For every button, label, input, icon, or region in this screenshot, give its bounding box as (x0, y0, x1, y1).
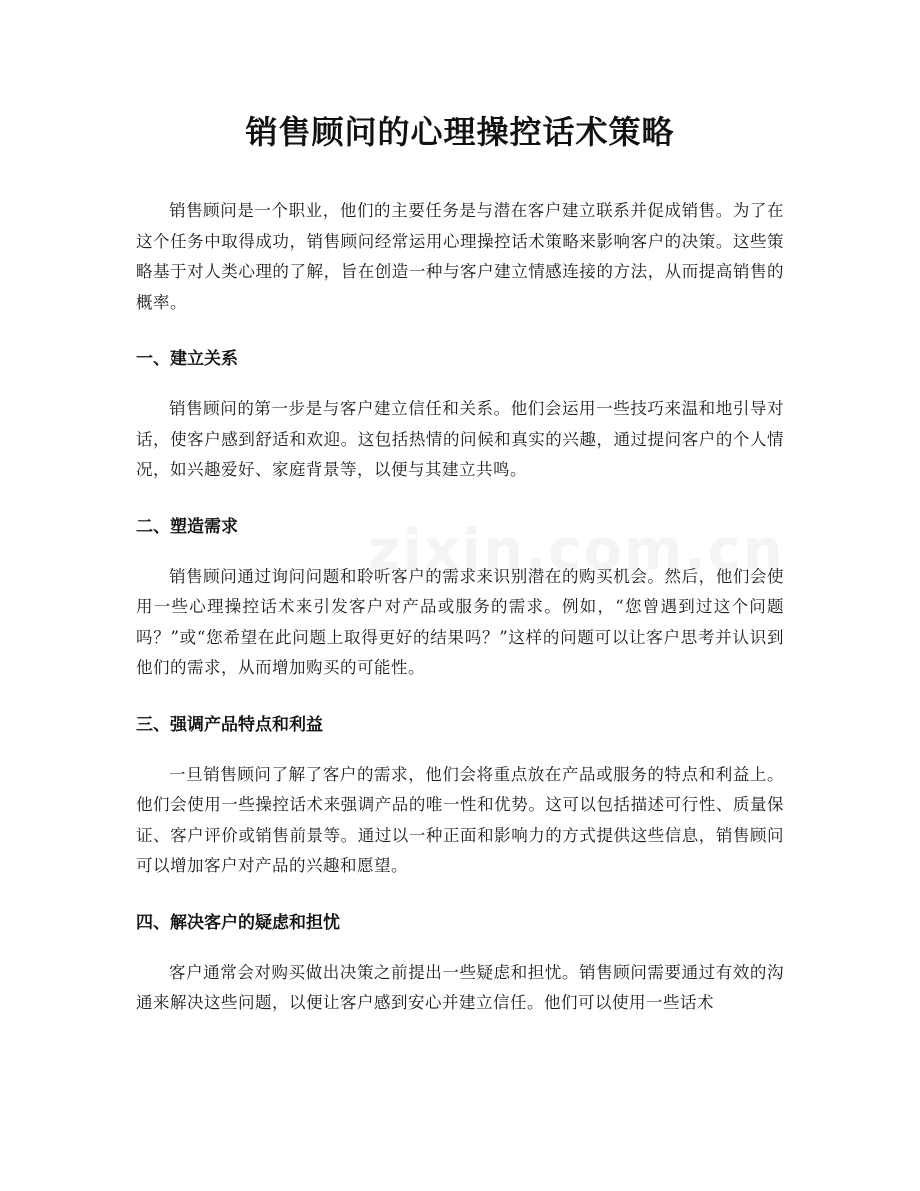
section-body-product-benefits: 一旦销售顾问了解了客户的需求，他们会将重点放在产品或服务的特点和利益上。他们会使用一些操控话术来强调产品的唯一性和优势。这可以包括描述可行性、质量保证、客户评价或销售前景等。通过以一种正面和影响力的方式提供这些信息，销售顾问可以增加客户对产品的兴趣和愿望。 (136, 764, 784, 875)
section-heading-shape-needs: 二、塑造需求 (136, 516, 238, 537)
section-body-build-relationship: 销售顾问的第一步是与客户建立信任和关系。他们会运用一些技巧来温和地引导对话，使客户感到舒适和欢迎。这包括热情的问候和真实的兴趣，通过提问客户的个人情况，如兴趣爱好、家庭背景等，以便与其建立共鸣。 (136, 399, 784, 479)
section-body-resolve-concerns: 客户通常会对购买做出决策之前提出一些疑虑和担忧。销售顾问需要通过有效的沟通来解决这些问题，以便让客户感到安心并建立信任。他们可以使用一些话术 (136, 962, 784, 1012)
section-body-shape-needs: 销售顾问通过询问问题和聆听客户的需求来识别潜在的购买机会。然后，他们会使用一些心理操控话术来引发客户对产品或服务的需求。例如，“您曾遇到过这个问题吗？”或“您希望在此问题上取得更好的结果吗？”这样的问题可以让客户思考并认识到他们的需求，从而增加购买的可能性。 (136, 566, 784, 677)
section-heading-resolve-concerns: 四、解决客户的疑虑和担忧 (136, 912, 340, 933)
section-heading-product-benefits: 三、强调产品特点和利益 (136, 714, 323, 735)
intro-paragraph: 销售顾问是一个职业，他们的主要任务是与潜在客户建立联系并促成销售。为了在这个任务中取得成功，销售顾问经常运用心理操控话术策略来影响客户的决策。这些策略基于对人类心理的了解，旨在创造一种与客户建立情感连接的方法，从而提高销售的概率。 (136, 201, 784, 312)
section-heading-build-relationship: 一、建立关系 (136, 349, 238, 369)
document-content (136, 108, 784, 1039)
document-title: 销售顾问的心理操控话术策略 (245, 113, 675, 151)
